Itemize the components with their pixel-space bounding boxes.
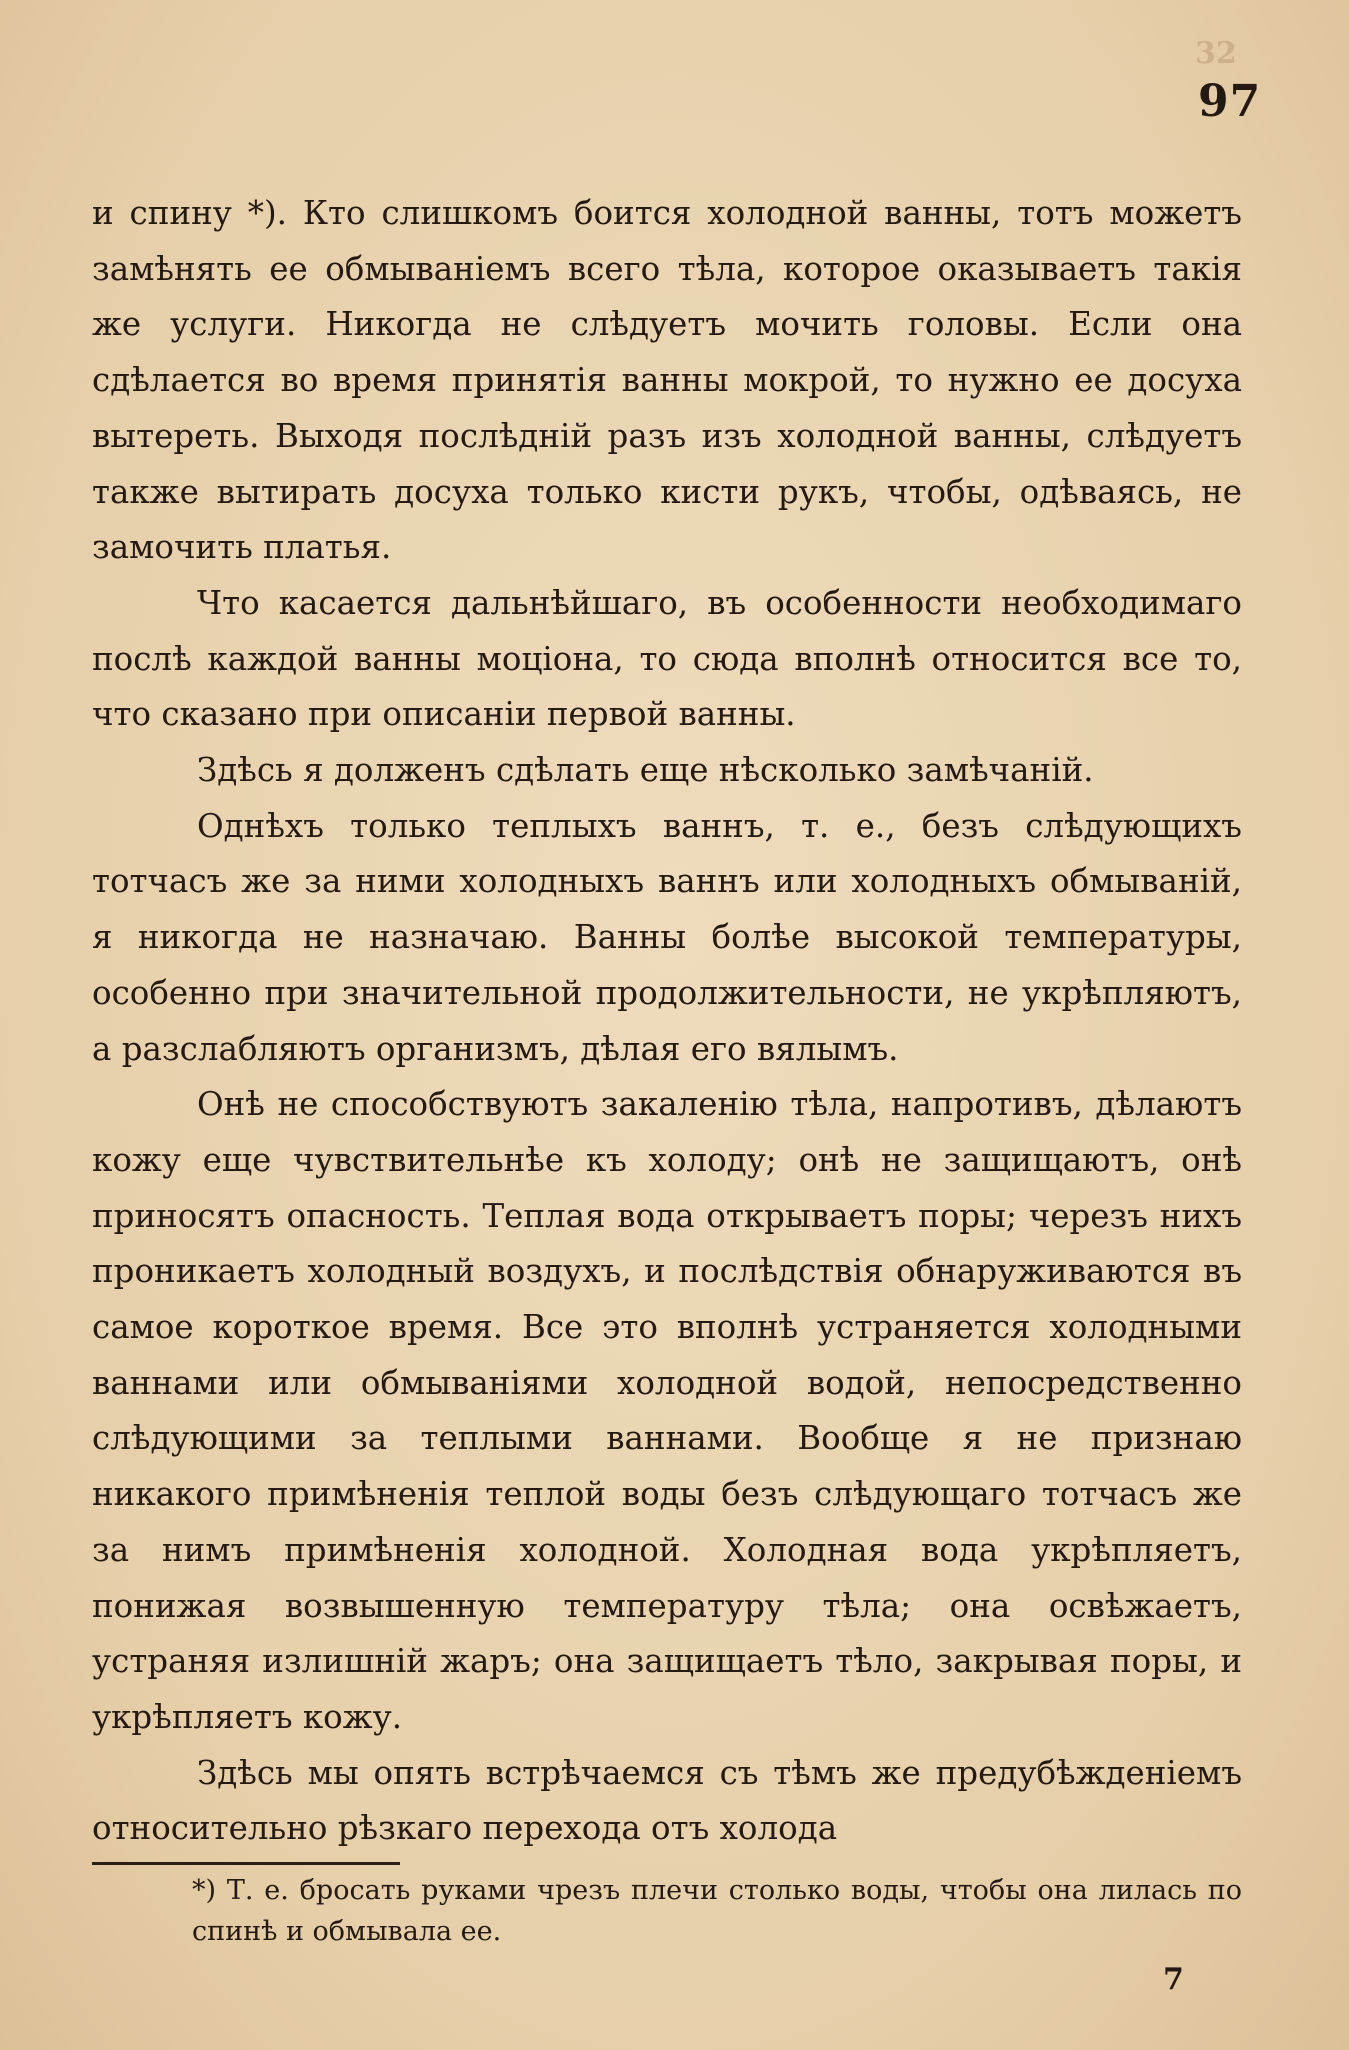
- signature-mark: 7: [1163, 1962, 1184, 1997]
- page-number: 97: [1198, 76, 1262, 127]
- body-text: [92, 186, 1242, 1857]
- footnote: [92, 1870, 1242, 1952]
- paragraph-4: Однѣхъ только теплыхъ ваннъ, т. е., безъ слѣдующихъ тотчасъ же за ними холодныхъ ваннъ или холодныхъ обмываній, я никогда не назначаю. Ванны болѣе высокой температуры, особенно при значительной продолжительности, не укрѣпляютъ, а разслабляютъ организмъ, дѣлая его вялымъ.: [92, 806, 1242, 1068]
- footnote-text: *) Т. е. бросать руками чрезъ плечи столько воды, чтобы она лилась по спинѣ и обмывала ее.: [192, 1875, 1242, 1947]
- footnote-divider: [92, 1862, 400, 1865]
- paragraph-5: Онѣ не способствуютъ закаленію тѣла, напротивъ, дѣлаютъ кожу еще чувствительнѣе къ холоду; онѣ не защищаютъ, онѣ приносятъ опасность. Теплая вода открываетъ поры; черезъ нихъ проникаетъ холодный воздухъ, и послѣдствія обнаруживаются въ самое короткое время. Все это вполнѣ устраняется холодными ваннами или обмываніями холодной водой, непосредственно слѣдующими за теплыми ваннами. Вообще я не признаю никакого примѣненія теплой воды безъ слѣдующаго тотчасъ же за нимъ примѣненія холодной. Холодная вода укрѣпляетъ, понижая возвышенную температуру тѣла; она освѣжаетъ, устраняя излишній жаръ; она защищаетъ тѣло, закрывая поры, и укрѣпляетъ кожу.: [92, 1085, 1242, 1736]
- faint-page-mark: 32: [1195, 36, 1237, 71]
- paragraph-3: Здѣсь я долженъ сдѣлать еще нѣсколько замѣчаній.: [197, 751, 1094, 790]
- paragraph-6: Здѣсь мы опять встрѣчаемся съ тѣмъ же предубѣжденіемъ относительно рѣзкаго перехода отъ холода: [92, 1753, 1242, 1848]
- paragraph-1: и спину *). Кто слишкомъ боится холодной ванны, тотъ можетъ замѣнять ее обмываніемъ всего тѣла, которое оказываетъ такія же услуги. Никогда не слѣдуетъ мочить головы. Если она сдѣлается во время принятія ванны мокрой, то нужно ее досуха вытереть. Выходя послѣдній разъ изъ холодной ванны, слѣдуетъ также вытирать досуха только кисти рукъ, чтобы, одѣваясь, не замочить платья.: [92, 194, 1242, 567]
- paragraph-2: Что касается дальнѣйшаго, въ особенности необходимаго послѣ каждой ванны моціона, то сюда вполнѣ относится все то, что сказано при описаніи первой ванны.: [92, 583, 1242, 734]
